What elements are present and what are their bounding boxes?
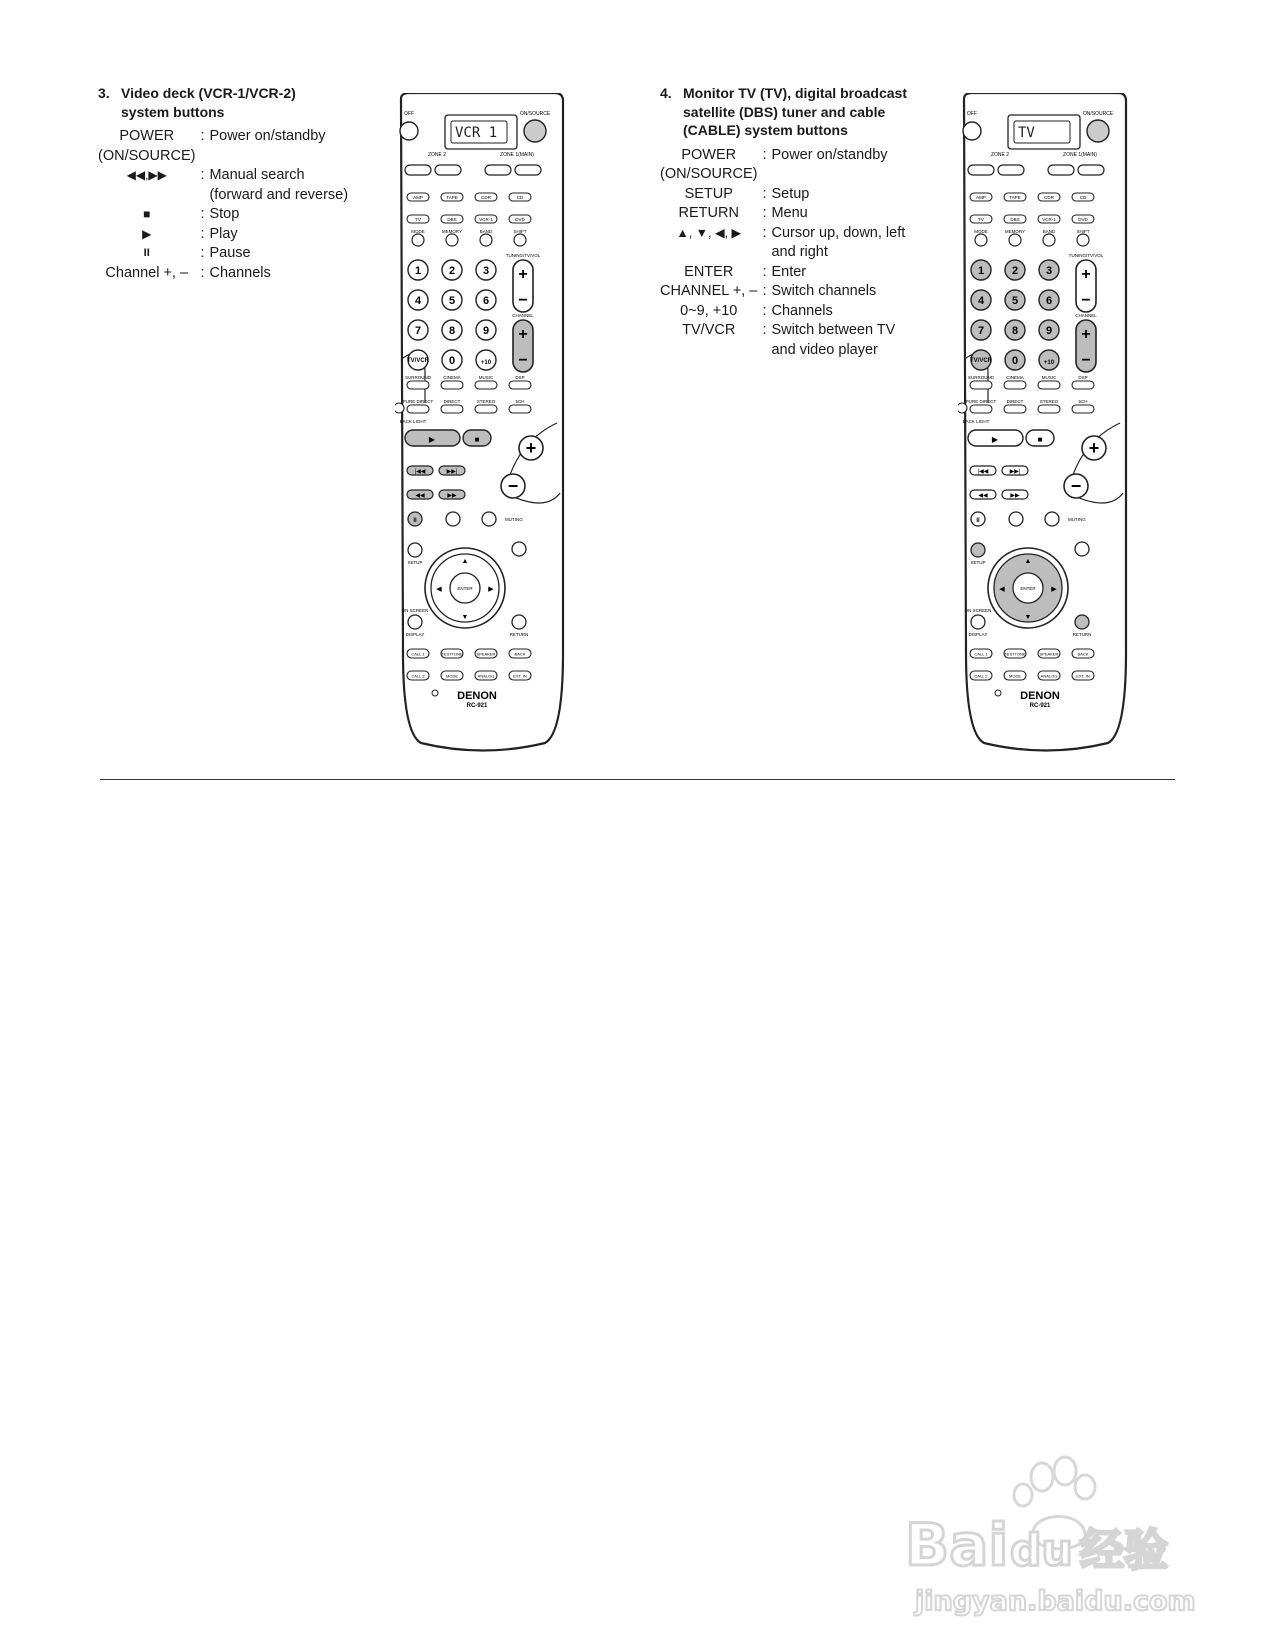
function-button bbox=[1043, 234, 1055, 246]
off-label: OFF bbox=[967, 111, 977, 117]
cursor-left-symbol: ◀ bbox=[436, 586, 442, 593]
number-button-label: 5 bbox=[448, 295, 456, 307]
disc-skip-button bbox=[446, 512, 460, 526]
desc-cell: Enter bbox=[771, 263, 807, 280]
mode-button bbox=[970, 381, 992, 389]
section-3 bbox=[98, 84, 388, 283]
zone-button bbox=[515, 165, 541, 175]
display-text: VCR 1 bbox=[455, 125, 498, 141]
number-button-label: TV/VCR bbox=[406, 358, 430, 364]
backlight-label: BACK LIGHT bbox=[399, 419, 427, 424]
number-button-label: 7 bbox=[977, 325, 985, 337]
mode-label: DSP bbox=[515, 375, 525, 380]
mode-button bbox=[1038, 381, 1060, 389]
function-button bbox=[1009, 234, 1021, 246]
function-button bbox=[1077, 234, 1089, 246]
table-row: 0~9, +10 : Channels bbox=[660, 302, 921, 322]
number-button-label: 2 bbox=[448, 265, 456, 277]
desc-cell: Play bbox=[209, 225, 238, 242]
zone2-label: ZONE 2 bbox=[427, 152, 447, 158]
key-cell: CHANNEL +, – bbox=[660, 283, 758, 299]
setup-label: SETUP bbox=[407, 560, 423, 565]
onscreen-button bbox=[408, 615, 422, 629]
source-button-label: TV bbox=[415, 217, 421, 222]
channel-plus: + bbox=[1081, 326, 1091, 343]
return-label: RETURN bbox=[509, 632, 529, 637]
function-button bbox=[412, 234, 424, 246]
tuning-label: TUNING/TV/VOL bbox=[1068, 253, 1104, 258]
desc-cell: Power on/standby bbox=[209, 128, 326, 144]
channel-minus: − bbox=[1081, 352, 1091, 369]
bottom-button-label: CALL 2 bbox=[974, 673, 988, 679]
key-cell: POWER (ON/SOURCE) bbox=[98, 128, 196, 164]
remote-illustration-vcr bbox=[395, 93, 570, 758]
bottom-button-label: EXT. IN bbox=[513, 673, 527, 679]
svg-text:jingyan.baidu.com: jingyan.baidu.com bbox=[915, 1586, 1196, 1617]
table-row: RETURN : Menu bbox=[660, 204, 921, 224]
number-button-label: 4 bbox=[977, 295, 985, 307]
mode-button bbox=[970, 405, 992, 413]
stop-symbol: ■ bbox=[474, 435, 480, 444]
desc-cell: Switch channels bbox=[771, 283, 877, 299]
off-label: OFF bbox=[404, 111, 414, 117]
key-cell: SETUP bbox=[684, 185, 733, 202]
rewind-symbol: ◀◀ bbox=[978, 493, 988, 499]
number-button-label: 3 bbox=[482, 265, 490, 277]
zone1-label: ZONE 1(MAIN) bbox=[500, 152, 534, 158]
mode-button bbox=[407, 381, 429, 389]
mode-button bbox=[1072, 405, 1094, 413]
desc-cell: Channels bbox=[771, 302, 833, 319]
off-button bbox=[963, 122, 981, 140]
bottom-button-label: TESTTONE bbox=[441, 651, 463, 657]
mode-label: MUSIC bbox=[478, 375, 494, 380]
mode-label: PURE DIRECT bbox=[402, 399, 434, 404]
function-button bbox=[446, 234, 458, 246]
number-button-label: 5 bbox=[1011, 295, 1019, 307]
source-button-label: DBS bbox=[1010, 217, 1020, 222]
mode-button bbox=[441, 381, 463, 389]
key-cell: POWER (ON/SOURCE) bbox=[660, 146, 758, 182]
on-source-button bbox=[1087, 120, 1109, 142]
desc-cell: Manual search (forward and reverse) bbox=[209, 167, 349, 203]
source-button-label: DVD bbox=[1078, 217, 1088, 222]
desc-cell: Power on/standby bbox=[771, 146, 888, 163]
section-3-table bbox=[98, 127, 359, 283]
display-label: DISPLAY bbox=[405, 632, 425, 637]
remote-illustration-tv bbox=[958, 93, 1133, 758]
mode-label: STEREO bbox=[476, 399, 496, 404]
number-button-label: 7 bbox=[414, 325, 422, 337]
function-label: MEMORY bbox=[1004, 229, 1026, 234]
key-cell: Channel +, – bbox=[105, 264, 189, 281]
system-setup-button bbox=[971, 543, 985, 557]
mode-button bbox=[1004, 405, 1026, 413]
return-button bbox=[1075, 615, 1089, 629]
zone-button bbox=[1048, 165, 1074, 175]
backlight-button bbox=[395, 403, 404, 413]
zone-button bbox=[435, 165, 461, 175]
return-label: RETURN bbox=[1072, 632, 1092, 637]
desc-cell: Switch between TV and video player bbox=[771, 322, 896, 358]
function-label: BAND bbox=[479, 229, 493, 234]
bottom-button-label: BACK bbox=[1077, 651, 1089, 657]
key-cell: ▶ bbox=[142, 226, 152, 241]
play-symbol: ▶ bbox=[428, 435, 436, 444]
source-button-label: VCR-1 bbox=[1042, 217, 1056, 222]
tuning-plus: + bbox=[518, 266, 528, 283]
source-button-label: AMP bbox=[976, 195, 986, 200]
mode-button bbox=[475, 405, 497, 413]
desc-cell: Channels bbox=[209, 264, 271, 281]
display-label: DISPLAY bbox=[968, 632, 988, 637]
number-button-label: 0 bbox=[448, 355, 456, 367]
number-button-label: 4 bbox=[414, 295, 422, 307]
bottom-button-label: TESTTONE bbox=[1004, 651, 1026, 657]
onscreen-button bbox=[971, 615, 985, 629]
onscreen-label: ON SCREEN bbox=[401, 608, 429, 613]
bottom-button-label: SPEAKER bbox=[1039, 651, 1059, 657]
section-3-heading bbox=[98, 84, 388, 121]
mode-button bbox=[407, 405, 429, 413]
zone-button bbox=[968, 165, 994, 175]
indicator-led bbox=[995, 690, 1001, 696]
cursor-down-symbol: ▼ bbox=[1024, 614, 1032, 621]
table-row: II : Pause bbox=[98, 244, 359, 264]
desc-cell: Stop bbox=[209, 206, 240, 222]
key-cell: ▲, ▼, ◀, ▶ bbox=[676, 225, 742, 240]
mode-label: 5CH bbox=[515, 399, 525, 404]
off-button bbox=[400, 122, 418, 140]
muting-button bbox=[1045, 512, 1059, 526]
tuning-minus: − bbox=[1081, 292, 1091, 309]
mode-button bbox=[475, 381, 497, 389]
mode-label: SURROUND bbox=[404, 375, 432, 380]
number-button-label: 0 bbox=[1011, 355, 1019, 367]
setup-label: SETUP bbox=[970, 560, 986, 565]
function-label: MODE bbox=[974, 229, 988, 234]
number-button-label: 6 bbox=[482, 295, 490, 307]
number-button-label: 1 bbox=[977, 265, 985, 277]
pause-symbol: II bbox=[413, 518, 417, 524]
mode-button bbox=[1038, 405, 1060, 413]
mode-label: DIRECT bbox=[1006, 399, 1024, 404]
mode-label: MUSIC bbox=[1041, 375, 1057, 380]
table-row: ■ : Stop bbox=[98, 205, 359, 225]
brand-logo: DENON bbox=[457, 690, 497, 702]
volume-plus: + bbox=[525, 438, 537, 458]
mode-button bbox=[1072, 381, 1094, 389]
function-button bbox=[480, 234, 492, 246]
skip-back-symbol: |◀◀ bbox=[414, 469, 426, 475]
function-label: MEMORY bbox=[441, 229, 463, 234]
bottom-button-label: EXT. IN bbox=[1076, 673, 1090, 679]
mode-label: SURROUND bbox=[967, 375, 995, 380]
muting-button bbox=[482, 512, 496, 526]
tuning-plus: + bbox=[1081, 266, 1091, 283]
source-button-label: CDR bbox=[1044, 195, 1054, 200]
svg-text:经验: 经验 bbox=[1080, 1525, 1168, 1576]
on-source-button bbox=[524, 120, 546, 142]
onscreen-label: ON SCREEN bbox=[964, 608, 992, 613]
model-number: RC-921 bbox=[466, 703, 488, 709]
number-button-label: 6 bbox=[1045, 295, 1053, 307]
volume-minus: − bbox=[507, 476, 519, 496]
key-cell: II bbox=[143, 247, 150, 259]
fast-forward-symbol: ▶▶ bbox=[447, 493, 457, 499]
section-4-table bbox=[660, 146, 921, 361]
source-button-label: DBS bbox=[447, 217, 457, 222]
table-row: CHANNEL +, – : Switch channels bbox=[660, 282, 921, 302]
section-4-heading bbox=[660, 84, 940, 140]
cursor-up-symbol: ▲ bbox=[461, 558, 469, 565]
zone-button bbox=[405, 165, 431, 175]
zone-button bbox=[998, 165, 1024, 175]
bottom-button-label: MODE bbox=[1009, 673, 1021, 679]
muting-label: MUTING bbox=[1068, 517, 1086, 522]
function-label: SHIFT bbox=[1076, 229, 1090, 234]
volume-plus: + bbox=[1088, 438, 1100, 458]
bottom-button-label: BACK bbox=[514, 651, 526, 657]
number-button-label: 3 bbox=[1045, 265, 1053, 277]
cursor-up-symbol: ▲ bbox=[1024, 558, 1032, 565]
cursor-right-symbol: ▶ bbox=[488, 586, 494, 593]
backlight-label: BACK LIGHT bbox=[962, 419, 990, 424]
source-button-label: CDR bbox=[481, 195, 491, 200]
brand-logo: DENON bbox=[1020, 690, 1060, 702]
number-button-label: +10 bbox=[1043, 360, 1055, 366]
source-button-label: VCR-1 bbox=[479, 217, 493, 222]
bottom-button-label: ANALOG bbox=[1040, 673, 1058, 679]
function-label: BAND bbox=[1042, 229, 1056, 234]
number-button-label: +10 bbox=[480, 360, 492, 366]
zone-button bbox=[485, 165, 511, 175]
channel-label: CHANNEL bbox=[512, 313, 534, 318]
fast-forward-symbol: ▶▶ bbox=[1010, 493, 1020, 499]
function-label: MODE bbox=[411, 229, 425, 234]
return-button bbox=[512, 615, 526, 629]
bottom-button-label: CALL 2 bbox=[411, 673, 425, 679]
key-cell: RETURN bbox=[678, 205, 739, 221]
table-row: POWER (ON/SOURCE) : Power on/standby bbox=[98, 127, 359, 166]
zone1-label: ZONE 1(MAIN) bbox=[1063, 152, 1097, 158]
skip-forward-symbol: ▶▶| bbox=[446, 469, 458, 475]
pause-symbol: II bbox=[976, 518, 980, 524]
tuning-label: TUNING/TV/VOL bbox=[505, 253, 541, 258]
mode-label: CINEMA bbox=[1006, 375, 1024, 380]
mode-button bbox=[509, 405, 531, 413]
mode-label: CINEMA bbox=[443, 375, 461, 380]
number-button-label: TV/VCR bbox=[969, 358, 993, 364]
source-button-label: TV bbox=[978, 217, 984, 222]
muting-label: MUTING bbox=[505, 517, 523, 522]
key-cell: TV/VCR bbox=[682, 322, 736, 338]
key-cell: ■ bbox=[143, 207, 151, 221]
indicator-led bbox=[432, 690, 438, 696]
volume-minus: − bbox=[1070, 476, 1082, 496]
cursor-left-symbol: ◀ bbox=[999, 586, 1005, 593]
baidu-jingyan-watermark bbox=[905, 1455, 1205, 1620]
skip-back-symbol: |◀◀ bbox=[977, 469, 989, 475]
mode-button bbox=[1004, 381, 1026, 389]
mode-label: PURE DIRECT bbox=[965, 399, 997, 404]
rewind-symbol: ◀◀ bbox=[415, 493, 425, 499]
enter-label: ENTER bbox=[457, 586, 473, 591]
table-row: ENTER : Enter bbox=[660, 263, 921, 283]
number-button-label: 8 bbox=[448, 325, 456, 337]
table-row: TV/VCR : Switch between TV and video player bbox=[660, 321, 921, 360]
source-button-label: CD bbox=[516, 195, 524, 200]
mode-button bbox=[441, 405, 463, 413]
section-4-title: Monitor TV (TV), digital broadcast satellite (DBS) tuner and cable (CABLE) system buttons bbox=[683, 85, 907, 138]
stop-symbol: ■ bbox=[1037, 435, 1043, 444]
function-button bbox=[975, 234, 987, 246]
disc-skip-button bbox=[1009, 512, 1023, 526]
enter-label: ENTER bbox=[1020, 586, 1036, 591]
system-setup-button bbox=[408, 543, 422, 557]
surround-parameter-button bbox=[512, 542, 526, 556]
key-cell: ENTER bbox=[684, 263, 734, 280]
number-button-label: 1 bbox=[414, 265, 422, 277]
display-text: TV bbox=[1018, 125, 1035, 141]
key-cell: 0~9, +10 bbox=[680, 302, 738, 319]
cursor-right-symbol: ▶ bbox=[1051, 586, 1057, 593]
source-button-label: DVD bbox=[515, 217, 525, 222]
model-number: RC-921 bbox=[1029, 703, 1051, 709]
play-symbol: ▶ bbox=[991, 435, 999, 444]
horizontal-rule bbox=[100, 779, 1175, 780]
desc-cell: Cursor up, down, left and right bbox=[771, 224, 906, 260]
table-row: ▶ : Play bbox=[98, 225, 359, 245]
zone2-label: ZONE 2 bbox=[990, 152, 1010, 158]
table-row: Channel +, – : Channels bbox=[98, 264, 359, 284]
bottom-button-label: CALL 1 bbox=[974, 651, 988, 657]
table-row: SETUP : Setup bbox=[660, 185, 921, 205]
section-4-number: 4. bbox=[660, 85, 672, 101]
on-source-label: ON/SOURCE bbox=[519, 111, 551, 117]
number-button-label: 8 bbox=[1011, 325, 1019, 337]
on-source-label: ON/SOURCE bbox=[1082, 111, 1114, 117]
section-4 bbox=[660, 84, 940, 360]
bottom-button-label: CALL 1 bbox=[411, 651, 425, 657]
table-row: ◀◀,▶▶ : Manual search (forward and reverse) bbox=[98, 166, 359, 205]
number-button-label: 2 bbox=[1011, 265, 1019, 277]
mode-label: 5CH bbox=[1078, 399, 1088, 404]
source-button-label: TAPE bbox=[446, 195, 458, 200]
key-cell: ◀◀,▶▶ bbox=[126, 168, 167, 182]
desc-cell: Setup bbox=[771, 185, 810, 202]
surround-parameter-button bbox=[1075, 542, 1089, 556]
mode-label: STEREO bbox=[1039, 399, 1059, 404]
source-button-label: TAPE bbox=[1009, 195, 1021, 200]
source-button-label: CD bbox=[1079, 195, 1087, 200]
mode-button bbox=[509, 381, 531, 389]
channel-minus: − bbox=[518, 352, 528, 369]
skip-forward-symbol: ▶▶| bbox=[1009, 469, 1021, 475]
table-row: ▲, ▼, ◀, ▶ : Cursor up, down, left and right bbox=[660, 224, 921, 263]
channel-label: CHANNEL bbox=[1075, 313, 1097, 318]
svg-text:du: du bbox=[1010, 1525, 1073, 1576]
desc-cell: Pause bbox=[209, 245, 251, 261]
table-row: POWER (ON/SOURCE) : Power on/standby bbox=[660, 146, 921, 185]
bottom-button-label: ANALOG bbox=[477, 673, 495, 679]
function-button bbox=[514, 234, 526, 246]
section-3-number: 3. bbox=[98, 85, 110, 101]
function-label: SHIFT bbox=[513, 229, 527, 234]
mode-label: DIRECT bbox=[443, 399, 461, 404]
number-button-label: 9 bbox=[1045, 325, 1053, 337]
bottom-button-label: MODE bbox=[446, 673, 458, 679]
section-3-title: Video deck (VCR-1/VCR-2) system buttons bbox=[121, 85, 296, 120]
svg-text:Bai: Bai bbox=[905, 1511, 1009, 1579]
tuning-minus: − bbox=[518, 292, 528, 309]
source-button-label: AMP bbox=[413, 195, 423, 200]
number-button-label: 9 bbox=[482, 325, 490, 337]
mode-label: DSP bbox=[1078, 375, 1088, 380]
channel-plus: + bbox=[518, 326, 528, 343]
zone-button bbox=[1078, 165, 1104, 175]
bottom-button-label: SPEAKER bbox=[476, 651, 496, 657]
backlight-button bbox=[958, 403, 967, 413]
cursor-down-symbol: ▼ bbox=[461, 614, 469, 621]
desc-cell: Menu bbox=[771, 205, 808, 221]
